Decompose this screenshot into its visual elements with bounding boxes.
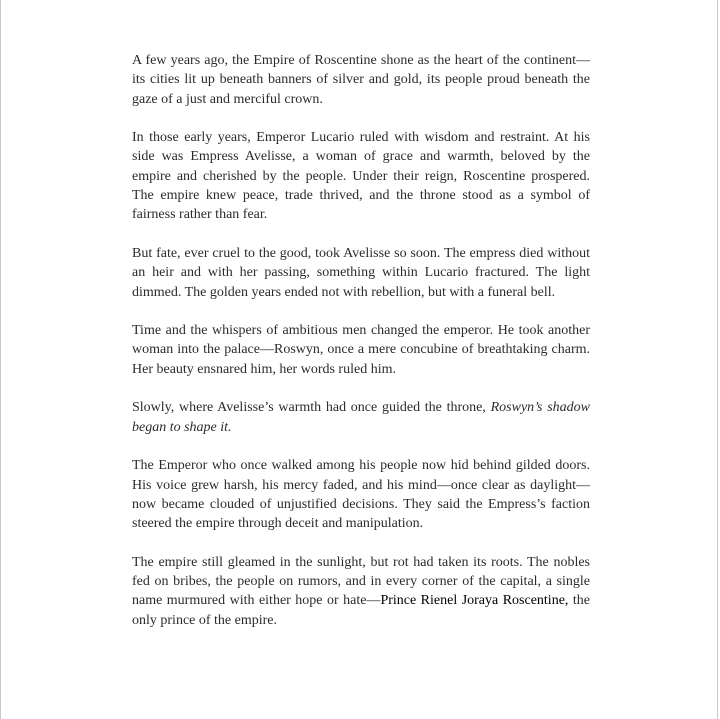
paragraph-2 [132, 128, 590, 224]
prince-name: Prince Rienel Joraya Roscentine, [380, 593, 569, 609]
paragraph-6-text: The Emperor who once walked among his people now hid behind gilded doors. His voice grew harsh, his mercy faded, and his mind—once clear as daylight—now became clouded of unjustified decisions. They said the Empress’s faction steered the empire through deceit and manipulation. [132, 458, 590, 532]
paragraph-2-text: In those early years, Emperor Lucario ruled with wisdom and restraint. At his side was Empress Avelisse, a woman of grace and warmth, beloved by the empire and cherished by the people. Under their reign, Roscentine prospered. The empire knew peace, trade thrived, and the throne stood as a symbol of fairness rather than fear. [132, 130, 590, 223]
paragraph-5-italic-text: Roswyn’s shadow began to shape it. [132, 400, 590, 435]
paragraph-5 [132, 398, 590, 437]
paragraph-7 [132, 553, 590, 630]
paragraph-5-text: Slowly, where Avelisse’s warmth had once guided the throne, [132, 400, 491, 416]
paragraph-7-end-text: the only prince of the empire. [132, 593, 590, 628]
paragraph-1 [132, 51, 590, 109]
paragraph-4 [132, 321, 590, 379]
paragraph-3-text: But fate, ever cruel to the good, took Avelisse so soon. The empress died without an heir and with her passing, something within Lucario fractured. The light dimmed. The golden years ended not with rebellion, but with a funeral bell. [132, 245, 590, 300]
paragraph-1-text: A few years ago, the Empire of Roscentine shone as the heart of the continent—its cities lit up beneath banners of silver and gold, its people proud beneath the gaze of a just and merciful crown. [132, 53, 590, 107]
document-body [132, 51, 590, 649]
paragraph-7-text: The empire still gleamed in the sunlight, but rot had taken its roots. The nobles fed on bribes, the people on rumors, and in every corner of the capital, a single name murmured with either hope or hate— [132, 554, 590, 609]
paragraph-6 [132, 456, 590, 533]
paragraph-3 [132, 244, 590, 302]
paragraph-4-text: Time and the whispers of ambitious men changed the emperor. He took another woman into the palace—Roswyn, once a mere concubine of breathtaking charm. Her beauty ensnared him, her words ruled him. [132, 323, 590, 377]
